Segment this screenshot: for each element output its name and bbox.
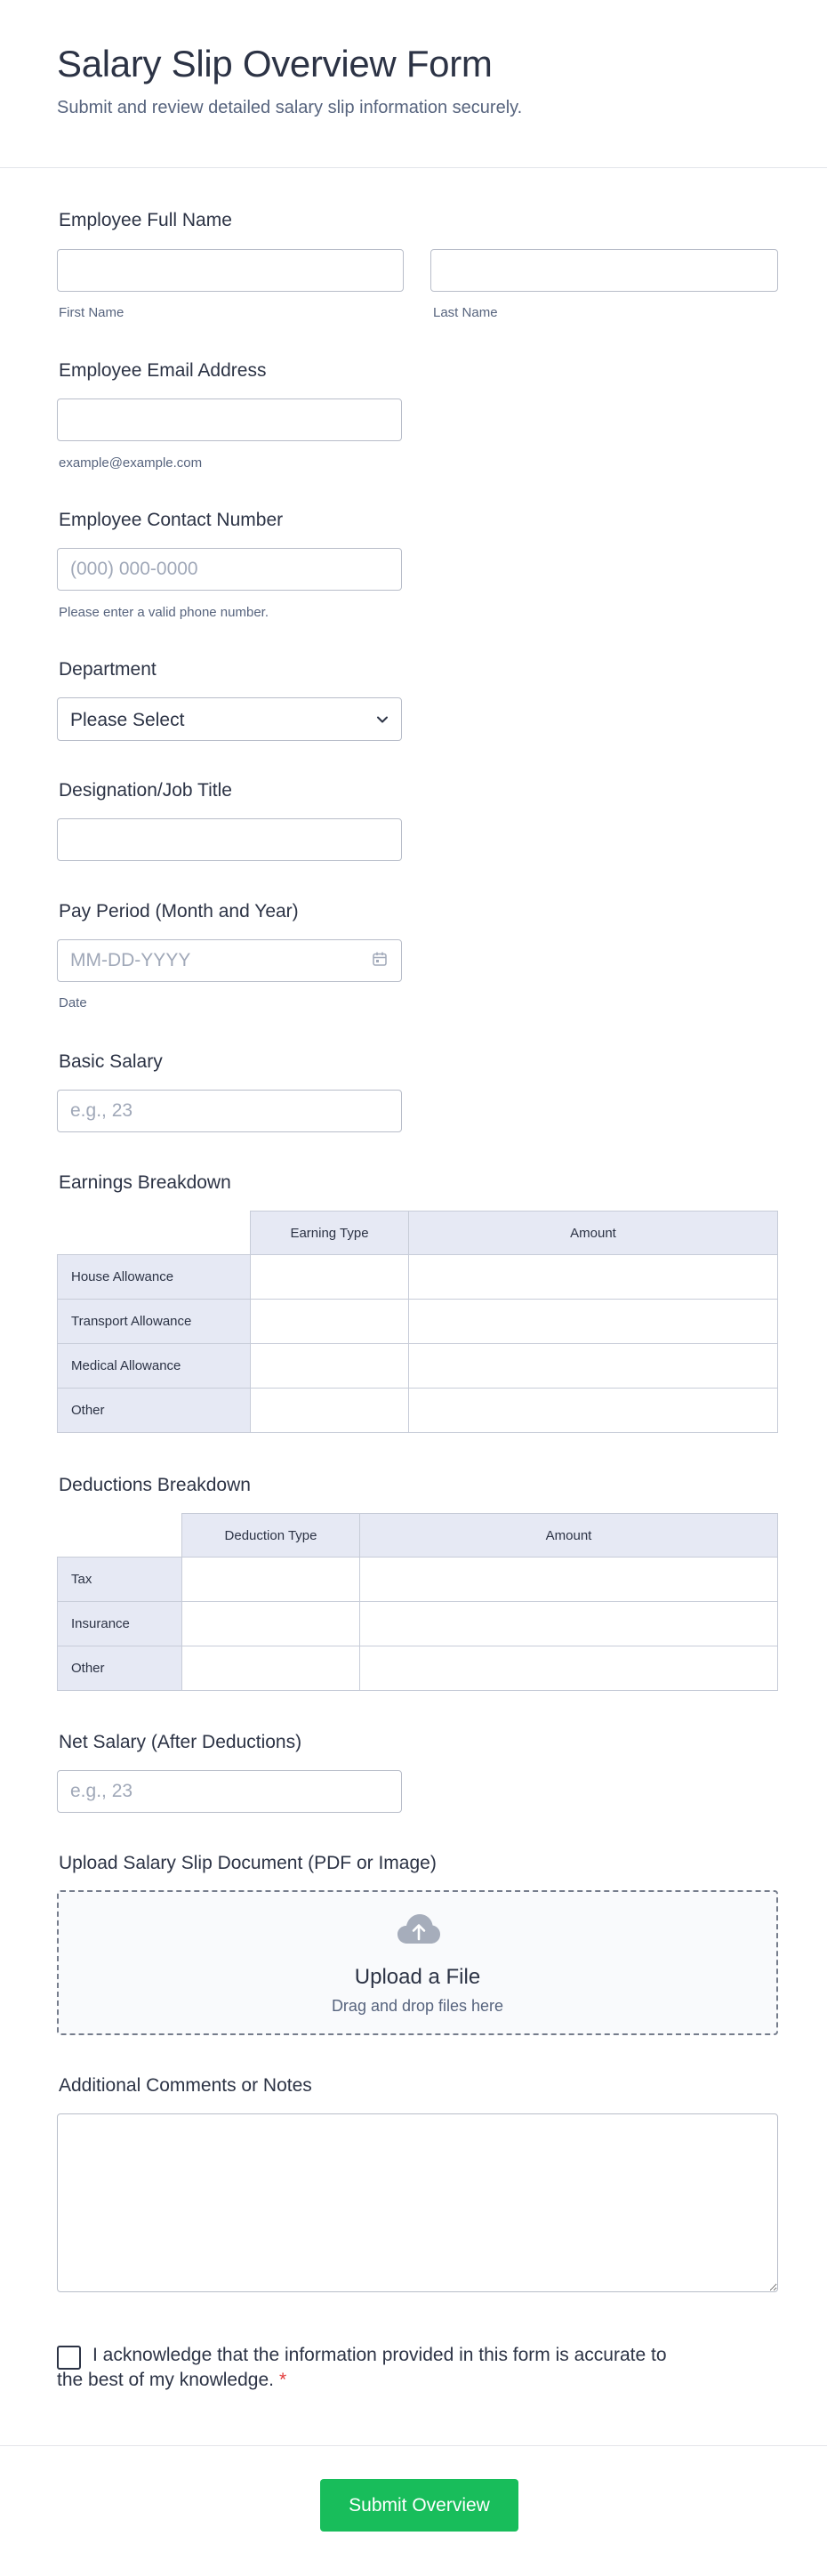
earnings-amount-cell[interactable] [409, 1255, 778, 1300]
chevron-down-icon [376, 713, 389, 726]
earnings-amount-cell[interactable] [409, 1300, 778, 1344]
deductions-label: Deductions Breakdown [59, 1475, 251, 1495]
table-row [58, 1646, 778, 1691]
deductions-row-header: Tax [58, 1558, 182, 1602]
earnings-amount-input[interactable] [409, 1300, 777, 1343]
earnings-column-header: Earning Type [251, 1212, 409, 1255]
earnings-type-cell[interactable] [251, 1255, 409, 1300]
table-row [58, 1255, 778, 1300]
deductions-type-input[interactable] [182, 1602, 359, 1646]
deductions-row-header: Insurance [58, 1602, 182, 1646]
pay-period-input[interactable] [57, 939, 402, 982]
earnings-amount-input[interactable] [409, 1255, 777, 1299]
contact-label: Employee Contact Number [59, 510, 284, 530]
footer-divider [0, 2445, 827, 2446]
department-selected-value: Please Select [70, 710, 185, 730]
earnings-amount-input[interactable] [409, 1344, 777, 1388]
net-salary-input[interactable] [57, 1770, 402, 1813]
earnings-column-header: Amount [409, 1212, 778, 1255]
acknowledge-text: I acknowledge that the information provided in this form is accurate to the best of my knowledge. [57, 2345, 667, 2390]
first-name-input[interactable] [57, 249, 404, 292]
last-name-input[interactable] [430, 249, 778, 292]
deductions-type-cell[interactable] [182, 1602, 360, 1646]
form-header [0, 0, 827, 168]
table-row [58, 1389, 778, 1433]
basic-salary-label: Basic Salary [59, 1051, 163, 1072]
earnings-type-input[interactable] [251, 1344, 408, 1388]
earnings-type-cell[interactable] [251, 1344, 409, 1389]
comments-textarea[interactable] [57, 2113, 778, 2292]
earnings-type-input[interactable] [251, 1300, 408, 1343]
deductions-corner-cell [58, 1514, 182, 1558]
upload-label: Upload Salary Slip Document (PDF or Image) [59, 1853, 437, 1873]
designation-label: Designation/Job Title [59, 780, 232, 801]
deductions-table [57, 1513, 778, 1691]
deductions-type-input[interactable] [182, 1558, 359, 1601]
cloud-upload-icon [397, 1913, 441, 1947]
full-name-label: Employee Full Name [59, 210, 232, 230]
submit-button[interactable]: Submit Overview [320, 2479, 518, 2532]
deductions-amount-cell[interactable] [360, 1602, 778, 1646]
earnings-label: Earnings Breakdown [59, 1172, 231, 1193]
table-row [58, 1300, 778, 1344]
earnings-row-header: House Allowance [58, 1255, 251, 1300]
calendar-icon[interactable] [372, 951, 388, 967]
deductions-type-input[interactable] [182, 1646, 359, 1690]
deductions-row-header: Other [58, 1646, 182, 1691]
department-select[interactable] [57, 697, 402, 741]
contact-input[interactable] [57, 548, 402, 591]
file-upload-dropzone[interactable] [57, 1890, 778, 2035]
earnings-type-cell[interactable] [251, 1389, 409, 1433]
deductions-column-header: Deduction Type [182, 1514, 360, 1558]
designation-input[interactable] [57, 818, 402, 861]
deductions-amount-input[interactable] [360, 1602, 777, 1646]
earnings-amount-cell[interactable] [409, 1389, 778, 1433]
earnings-amount-cell[interactable] [409, 1344, 778, 1389]
table-row [58, 1344, 778, 1389]
pay-period-label: Pay Period (Month and Year) [59, 901, 299, 922]
earnings-corner-cell [58, 1212, 251, 1255]
earnings-type-input[interactable] [251, 1255, 408, 1299]
earnings-row-header: Other [58, 1389, 251, 1433]
earnings-table [57, 1211, 778, 1433]
basic-salary-input[interactable] [57, 1090, 402, 1132]
form-title: Salary Slip Overview Form [57, 43, 493, 85]
last-name-sublabel: Last Name [433, 305, 498, 320]
upload-title: Upload a File [354, 1965, 481, 1989]
first-name-sublabel: First Name [59, 305, 124, 320]
earnings-type-input[interactable] [251, 1389, 408, 1432]
pay-period-sublabel: Date [59, 995, 87, 1010]
upload-subtitle: Drag and drop files here [331, 1997, 504, 2015]
email-input[interactable] [57, 398, 402, 441]
deductions-amount-input[interactable] [360, 1558, 777, 1601]
earnings-amount-input[interactable] [409, 1389, 777, 1432]
acknowledge-label [57, 2343, 697, 2393]
deductions-type-cell[interactable] [182, 1646, 360, 1691]
deductions-amount-input[interactable] [360, 1646, 777, 1690]
earnings-row-header: Medical Allowance [58, 1344, 251, 1389]
form-subtitle: Submit and review detailed salary slip information securely. [57, 98, 523, 117]
deductions-amount-cell[interactable] [360, 1558, 778, 1602]
earnings-header-row [58, 1212, 778, 1255]
deductions-amount-cell[interactable] [360, 1646, 778, 1691]
comments-label: Additional Comments or Notes [59, 2075, 312, 2096]
deductions-column-header: Amount [360, 1514, 778, 1558]
table-row [58, 1602, 778, 1646]
contact-sublabel: Please enter a valid phone number. [59, 605, 269, 620]
required-mark: * [278, 2370, 287, 2390]
net-salary-label: Net Salary (After Deductions) [59, 1732, 302, 1752]
table-row [58, 1558, 778, 1602]
email-sublabel: example@example.com [59, 455, 203, 471]
earnings-type-cell[interactable] [251, 1300, 409, 1344]
deductions-type-cell[interactable] [182, 1558, 360, 1602]
deductions-header-row [58, 1514, 778, 1558]
department-label: Department [59, 659, 157, 680]
email-label: Employee Email Address [59, 360, 267, 381]
earnings-row-header: Transport Allowance [58, 1300, 251, 1344]
